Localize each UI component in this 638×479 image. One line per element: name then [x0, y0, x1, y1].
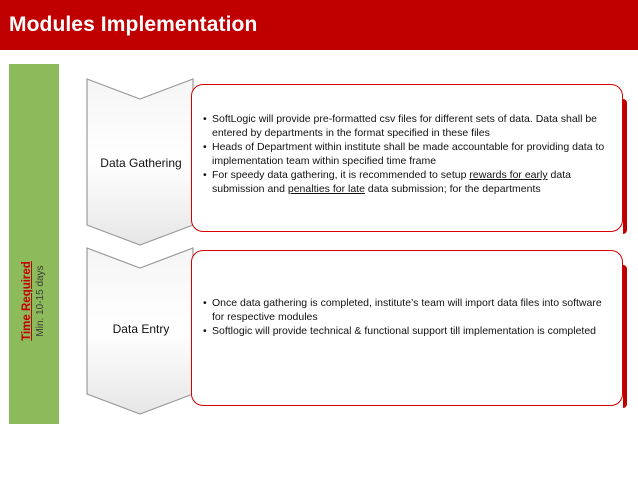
rewards-underlined-text: rewards for early: [469, 169, 548, 181]
step-card-data-gathering: [191, 84, 623, 232]
slide-title: Modules Implementation: [9, 13, 258, 36]
time-required-sidebar: [9, 64, 59, 424]
bullet-item: [198, 168, 610, 196]
bullet-list: [198, 112, 610, 196]
title-bar: [0, 0, 638, 50]
bullet-item: [198, 324, 610, 338]
step-label-data-gathering: Data Gathering: [100, 156, 182, 170]
bullet-list: [198, 296, 610, 338]
step-card-data-entry: [191, 250, 623, 406]
bullet-text: data submission and: [212, 169, 571, 195]
bullet-item: [198, 112, 610, 140]
time-required-label: Time Required: [21, 261, 33, 341]
bullet-text: data submission; for the departments: [364, 183, 541, 195]
bullet-text: SoftLogic will provide pre-formatted csv files for different sets of data. Data shall be entered by departments in the format specified in these files: [212, 113, 597, 139]
bullet-text: Once data gathering is completed, institute’s team will import data files into software for respective modules: [212, 297, 602, 323]
penalties-underlined-text: penalties for late: [287, 183, 365, 195]
bullet-text: For speedy data gathering, it is recommended to setup: [212, 169, 470, 181]
bullet-item: [198, 140, 610, 168]
step-label-data-entry: Data Entry: [112, 322, 170, 336]
card-shadow: [623, 265, 627, 408]
bullet-item: [198, 296, 610, 324]
card-shadow: [623, 99, 627, 234]
bullet-text: Softlogic will provide technical & functional support till implementation is completed: [212, 325, 597, 337]
time-required-text: [20, 261, 48, 341]
duration-label: Min. 10-15 days: [35, 265, 46, 337]
bullet-text: Heads of Department within institute shall be made accountable for providing data to implementation team within specified time frame: [212, 141, 605, 167]
